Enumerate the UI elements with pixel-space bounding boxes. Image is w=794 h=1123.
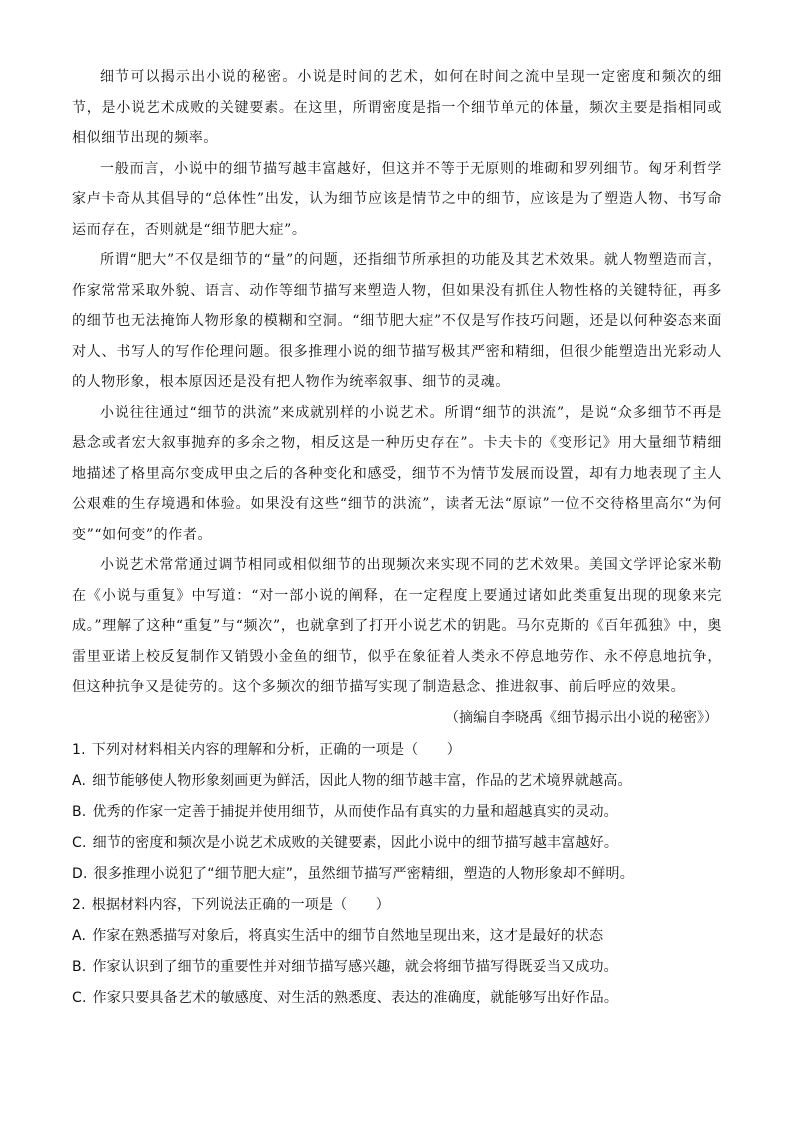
passage-paragraph: 一般而言，小说中的细节描写越丰富越好，但这并不等于无原则的堆砌和罗列细节。匈牙利哲学家卢卡奇从其倡导的“总体性”出发，认为细节应该是情节之中的细节，应该是为了塑造人物、书写命运而存在，否则就是“细节肥大症”。: [72, 160, 722, 238]
option-letter: C.: [72, 834, 87, 851]
option-text: 作家认识到了细节的重要性并对细节描写感兴趣，就会将细节描写得既妥当又成功。: [92, 958, 618, 975]
passage-paragraph: 所谓“肥大”不仅是细节的“量”的问题，还指细节所承担的功能及其艺术效果。就人物塑造而言，作家常常采取外貌、语言、动作等细节描写来塑造人物，但如果没有抓住人物性格的关键特征，再多的细节也无法掩饰人物形象的模糊和空洞。“细节肥大症”不仅是写作技巧问题，还是以何种姿态来面对人、书写人的写作伦理问题。很多推理小说的细节描写极其严密和精细，但很少能塑造出光彩动人的人物形象，根本原因还是没有把人物作为统率叙事、细节的灵魂。: [72, 252, 722, 390]
option-c: [72, 828, 722, 859]
option-text: 优秀的作家一定善于捕捉并使用细节，从而使作品有真实的力量和超越真实的灵动。: [92, 803, 618, 820]
option-a: [72, 921, 722, 952]
option-c: [72, 983, 722, 1014]
option-letter: A.: [72, 772, 87, 789]
option-letter: A.: [72, 927, 87, 944]
option-b: [72, 952, 722, 983]
option-text: 细节的密度和频次是小说艺术成败的关键要素，因此小说中的细节描写越丰富越好。: [92, 834, 619, 851]
question-stem: [72, 890, 722, 921]
question-number: 2.: [72, 896, 86, 913]
passage-paragraph: 细节可以揭示出小说的秘密。小说是时间的艺术，如何在时间之流中呈现一定密度和频次的细节，是小说艺术成败的关键要素。在这里，所谓密度是指一个细节单元的体量，频次主要是指相同或相似细节出现的频率。: [72, 69, 722, 146]
question-1: [72, 735, 722, 890]
option-d: [72, 859, 722, 890]
option-text: 作家在熟悉描写对象后，将真实生活中的细节自然地呈现出来，这才是最好的状态: [92, 927, 604, 944]
option-letter: C.: [72, 989, 87, 1006]
reading-passage: [72, 62, 722, 733]
question-2: [72, 890, 722, 1014]
option-a: [72, 766, 722, 797]
option-text: 作家只要具备艺术的敏感度、对生活的熟悉度、表达的准确度，就能够写出好作品。: [92, 989, 619, 1006]
option-letter: B.: [72, 803, 87, 820]
option-b: [72, 797, 722, 828]
question-number: 1.: [72, 741, 86, 758]
option-text: 细节能够使人物形象刻画更为鲜活，因此人物的细节越丰富，作品的艺术境界就越高。: [92, 772, 632, 789]
option-letter: D.: [72, 865, 88, 882]
passage-paragraph: 小说往往通过“细节的洪流”来成就别样的小说艺术。所谓“细节的洪流”，是说“众多细节不再是悬念或者宏大叙事抛弃的多余之物，相反这是一种历史存在”。卡夫卡的《变形记》用大量细节精细地描述了格里高尔变成甲虫之后的各种变化和感受，细节不为情节发展而设置，却有力地表现了主人公艰难的生存境遇和体验。如果没有这些“细节的洪流”，读者无法“原谅”一位不交待格里高尔“为何变”“如何变”的作者。: [72, 404, 722, 543]
option-text: 很多推理小说犯了“细节肥大症”，虽然细节描写严密精细，塑造的人物形象却不鲜明。: [93, 865, 634, 882]
question-text: 下列对材料相关内容的理解和分析，正确的一项是（ ）: [91, 741, 461, 758]
option-letter: B.: [72, 958, 87, 975]
question-list: [72, 735, 722, 1014]
question-text: 根据材料内容，下列说法正确的一项是（ ）: [91, 896, 390, 913]
passage-paragraph: 小说艺术常常通过调节相同或相似细节的出现频次来实现不同的艺术效果。美国文学评论家米勒在《小说与重复》中写道：“对一部小说的阐释，在一定程度上要通过诸如此类重复出现的现象来完成。”理解了这种“重复”与“频次”，也就拿到了打开小说艺术的钥匙。马尔克斯的《百年孤独》中，奥雷里亚诺上校反复制作又销毁小金鱼的细节，似乎在象征着人类永不停息地劳作、永不停息地抗争，但这种抗争又是徒劳的。这个多频次的细节描写实现了制造悬念、推进叙事、前后呼应的效果。: [72, 557, 722, 695]
passage-source: （摘编自李晓禹《细节揭示出小说的秘密》）: [445, 709, 718, 726]
question-stem: [72, 735, 722, 766]
document-page: [72, 62, 722, 1014]
